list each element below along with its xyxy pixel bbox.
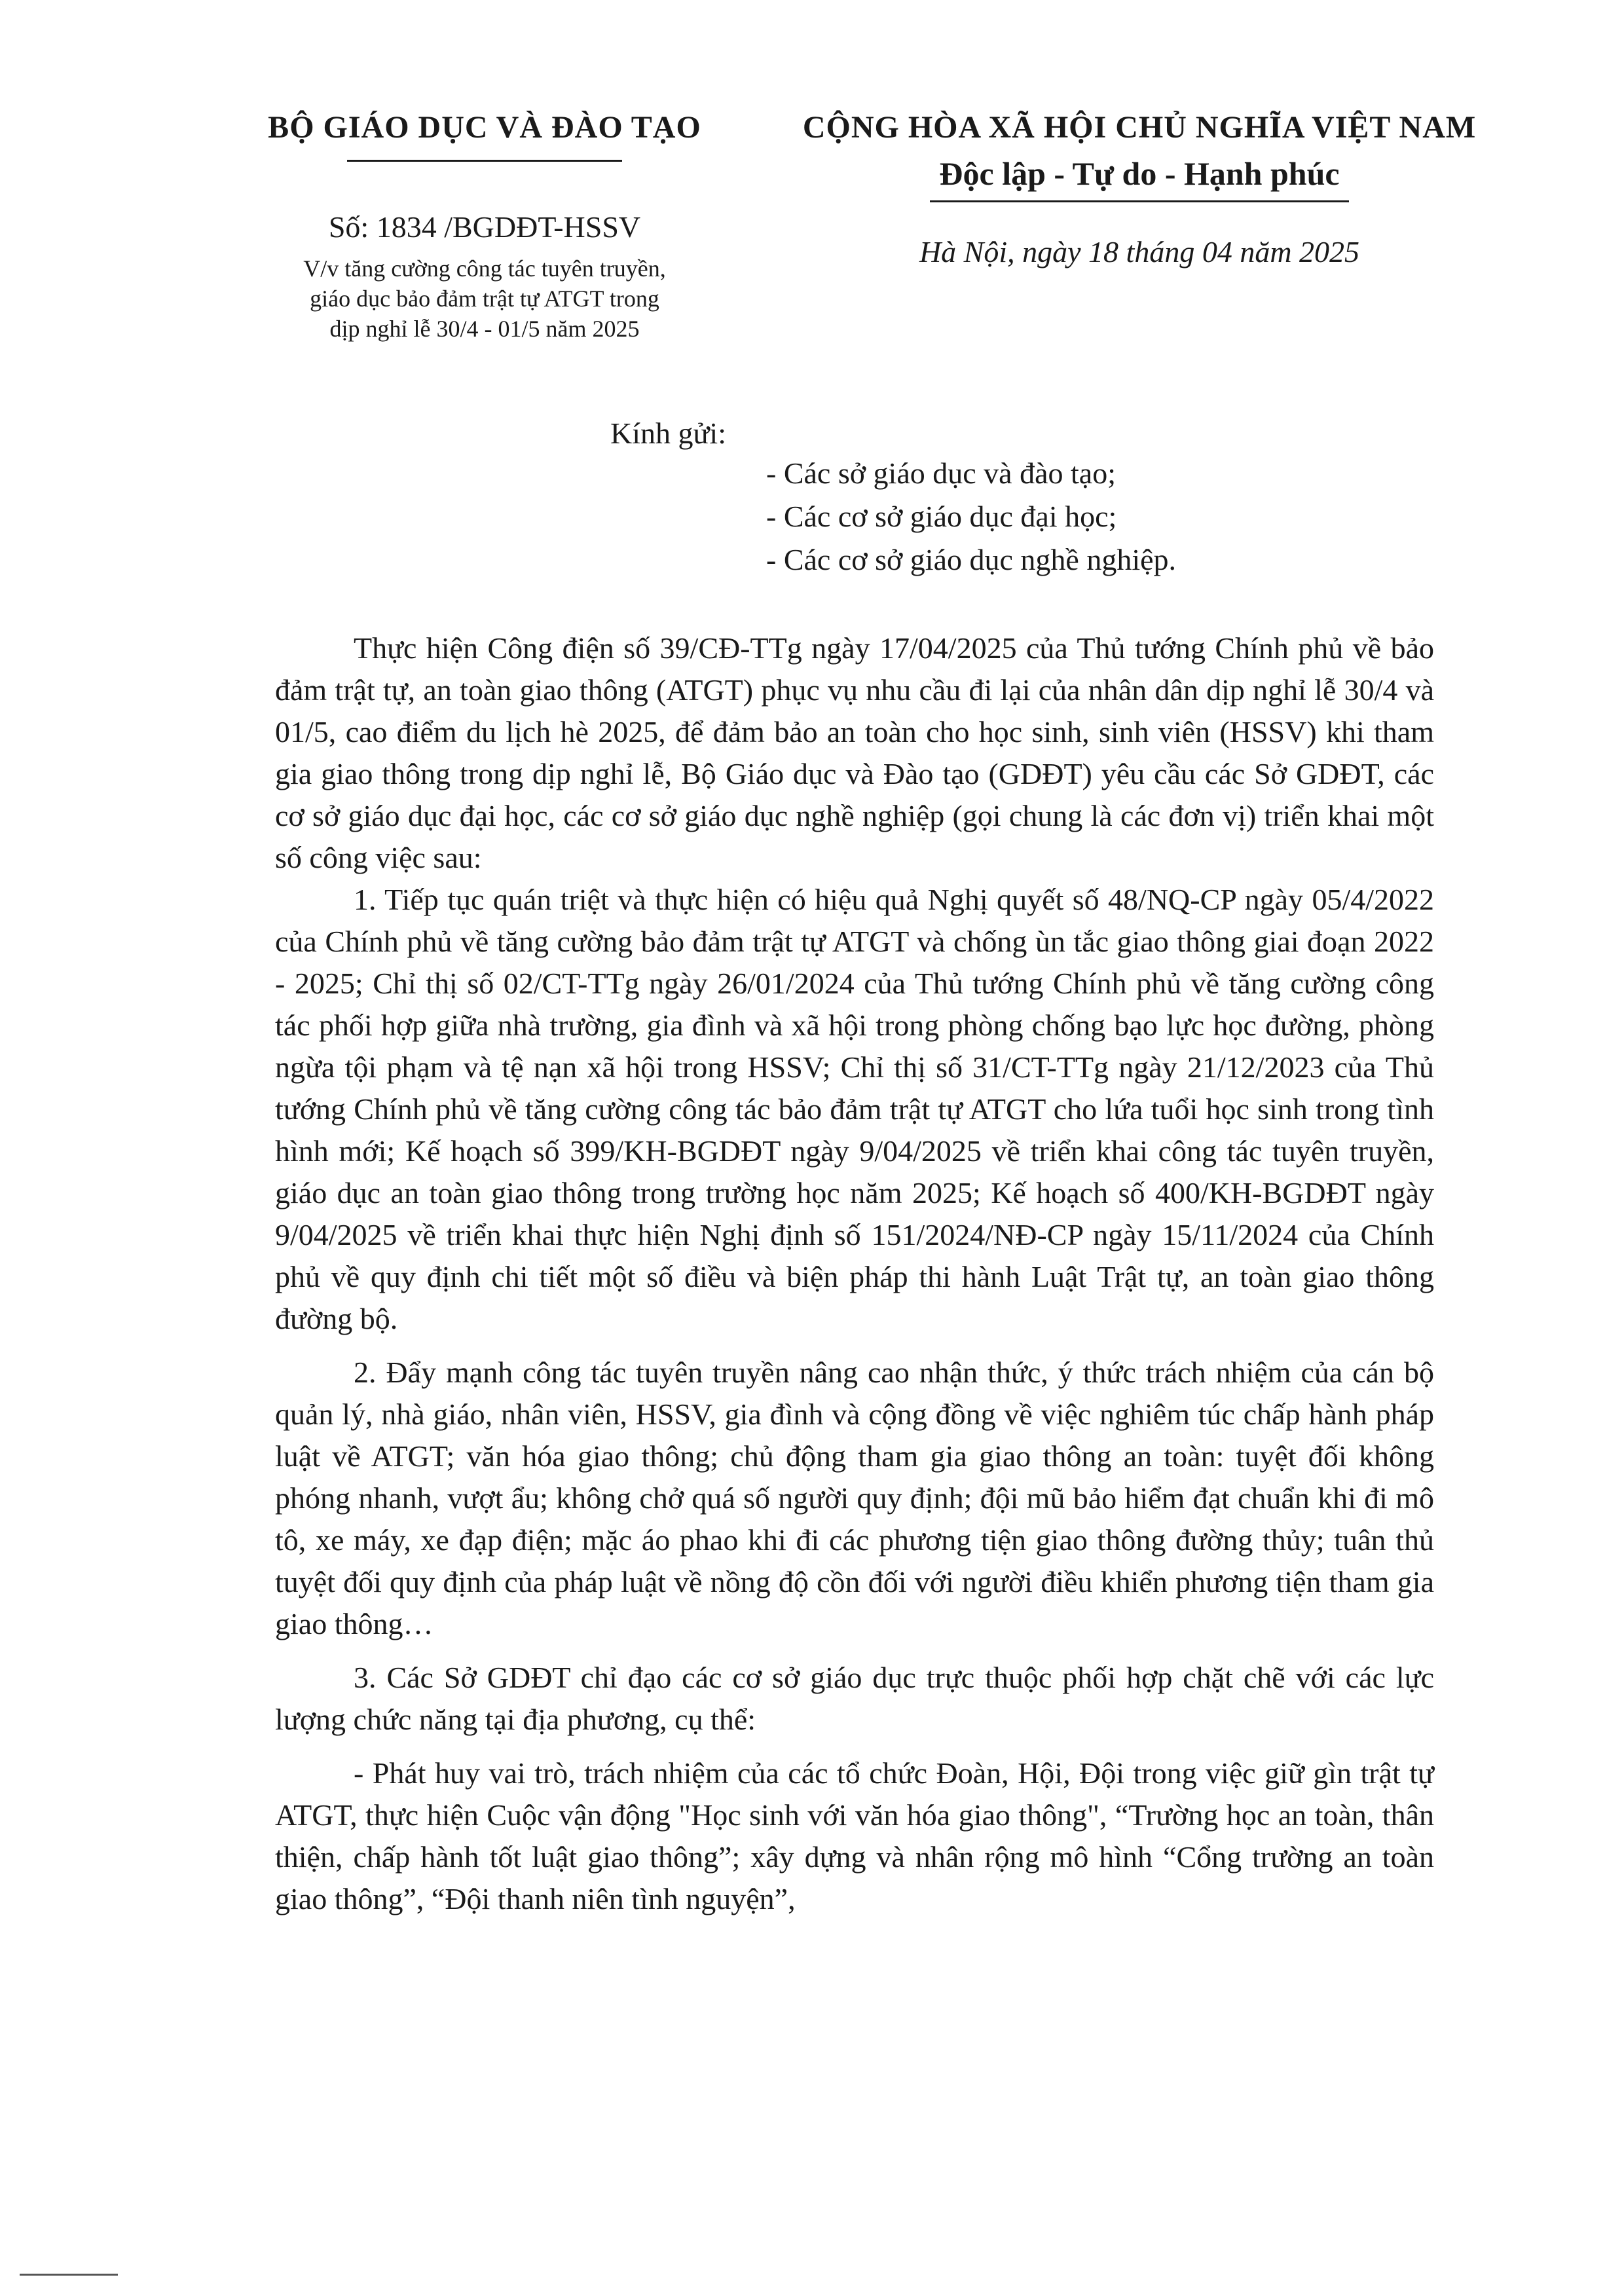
paragraph-item-1: 1. Tiếp tục quán triệt và thực hiện có hiệu quả Nghị quyết số 48/NQ-CP ngày 05/4/2022 của Chính phủ về tăng cường bảo đảm trật tự ATGT và chống ùn tắc giao thông giai đoạn 2022 - 2025; Chỉ thị số 02/CT-TTg ngày 26/01/2024 của Thủ tướng Chính phủ về tăng cường công tác phối hợp giữa nhà trường, gia đình và xã hội trong phòng chống bạo lực học đường, phòng ngừa tội phạm và tệ nạn xã hội trong HSSV; Chỉ thị số 31/CT-TTg ngày 21/12/2023 của Thủ tướng Chính phủ về tăng cường công tác bảo đảm trật tự ATGT cho lứa tuổi học sinh trong tình hình mới; Kế hoạch số 399/KH-BGDĐT ngày 9/04/2025 về triển khai công tác tuyên truyền, giáo dục an toàn giao thông trong trường học năm 2025; Kế hoạch số 400/KH-BGDĐT ngày 9/04/2025 về triển khai thực hiện Nghị định số 151/2024/NĐ-CP ngày 15/11/2024 của Chính phủ về quy định chi tiết một số điều và biện pháp thi hành Luật Trật tự, an toàn giao thông đường bộ.	[275, 883, 1434, 1335]
recipient-item: - Các sở giáo dục và đào tạo;	[766, 456, 1116, 490]
agency-underline	[347, 160, 622, 162]
recipients-label: Kính gửi:	[610, 416, 726, 450]
paragraph-item-3: 3. Các Sở GDĐT chỉ đạo các cơ sở giáo dục trực thuộc phối hợp chặt chẽ với các lực lượng chức năng tại địa phương, cụ thể:	[275, 1661, 1434, 1736]
agency-name: BỘ GIÁO DỤC VÀ ĐÀO TẠO	[268, 110, 701, 145]
issuer-block	[196, 105, 773, 344]
motto: Độc lập - Tự do - Hạnh phúc	[939, 155, 1340, 192]
motto-underline	[930, 200, 1349, 202]
national-header-block	[773, 105, 1506, 272]
subject-line: dịp nghỉ lễ 30/4 - 01/5 năm 2025	[329, 316, 640, 342]
paragraph-item-3-bullet: - Phát huy vai trò, trách nhiệm của các tổ chức Đoàn, Hội, Đội trong việc giữ gìn trật tự ATGT, thực hiện Cuộc vận động "Học sinh với văn hóa giao thông", “Trường học an toàn, thân thiện, chấp hành tốt luật giao thông”; xây dựng và nhân rộng mô hình “Cổng trường an toàn giao thông”, “Đội thanh niên tình nguyện”,	[275, 1756, 1434, 1915]
recipients-list	[766, 452, 1176, 582]
document-body	[275, 627, 1434, 1920]
footer-rule	[20, 2274, 118, 2276]
subject-line: giáo dục bảo đảm trật tự ATGT trong	[310, 286, 659, 312]
nation-title: CỘNG HÒA XÃ HỘI CHỦ NGHĨA VIỆT NAM	[802, 110, 1477, 145]
document-number: Số: 1834 /BGDĐT-HSSV	[328, 210, 641, 244]
paragraph-intro: Thực hiện Công điện số 39/CĐ-TTg ngày 17/04/2025 của Thủ tướng Chính phủ về bảo đảm trật tự, an toàn giao thông (ATGT) phục vụ nhu cầu đi lại của nhân dân dịp nghỉ lễ 30/4 và 01/5, cao điểm du lịch hè 2025, để đảm bảo an toàn cho học sinh, sinh viên (HSSV) khi tham gia giao thông trong dịp nghỉ lễ, Bộ Giáo dục và Đào tạo (GDĐT) yêu cầu các Sở GDĐT, các cơ sở giáo dục đại học, các cơ sở giáo dục nghề nghiệp (gọi chung là các đơn vị) triển khai một số công việc sau:	[275, 631, 1434, 874]
paragraph-item-2: 2. Đẩy mạnh công tác tuyên truyền nâng cao nhận thức, ý thức trách nhiệm của cán bộ quản lý, nhà giáo, nhân viên, HSSV, gia đình và cộng đồng về việc nghiêm túc chấp hành pháp luật về ATGT; văn hóa giao thông; chủ động tham gia giao thông an toàn: tuyệt đối không phóng nhanh, vượt ẩu; không chở quá số người quy định; đội mũ bảo hiểm đạt chuẩn khi đi mô tô, xe máy, xe đạp điện; mặc áo phao khi đi các phương tiện giao thông đường thủy; tuân thủ tuyệt đối quy định của pháp luật về nồng độ cồn đối với người điều khiển phương tiện tham gia giao thông…	[275, 1356, 1434, 1640]
recipient-item: - Các cơ sở giáo dục nghề nghiệp.	[766, 543, 1177, 576]
recipient-item: - Các cơ sở giáo dục đại học;	[766, 500, 1117, 533]
place-date: Hà Nội, ngày 18 tháng 04 năm 2025	[919, 235, 1360, 268]
subject-line: V/v tăng cường công tác tuyên truyền,	[303, 255, 666, 282]
document-subject	[196, 253, 773, 344]
